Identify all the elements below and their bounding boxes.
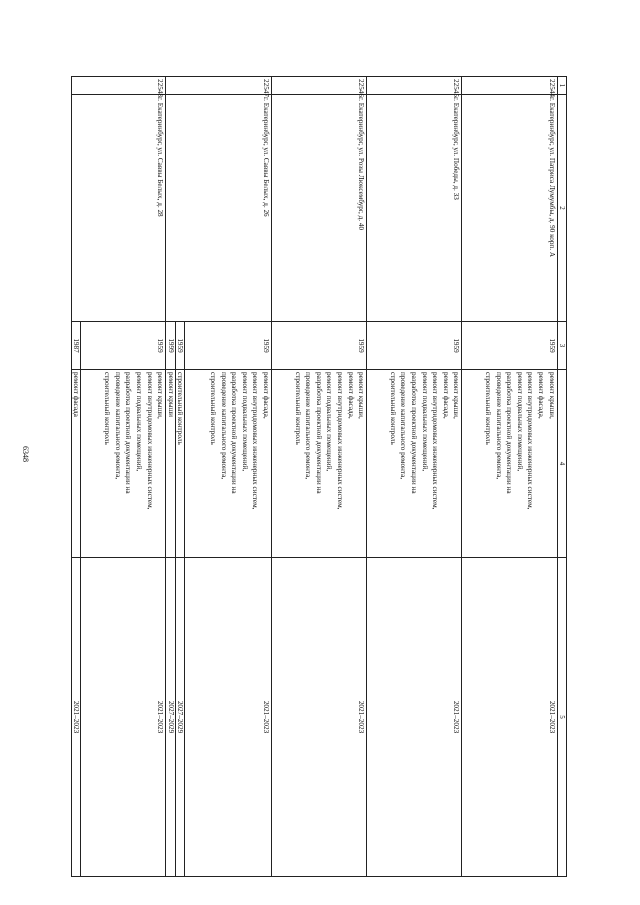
year-cell: 1987 <box>72 322 81 370</box>
table-row <box>462 77 557 877</box>
address-cell: г. Екатеринбург, ул. Победы, д. 33 <box>367 95 462 322</box>
period-cell: 2021–2023 <box>72 558 81 877</box>
works-cell: ремонт крыши, ремонт фасада, ремонт внутридомовых инженерных систем, ремонт подвальных помещений, разработка проектной документации на проведение капитального ремонта, строительный контроль <box>462 370 557 558</box>
works-cell: ремонт фасада <box>72 370 81 558</box>
row-number: 22544. <box>462 77 557 95</box>
capital-repair-table <box>71 76 567 877</box>
period-cell: 2021–2023 <box>462 558 557 877</box>
year-cell: 1959 <box>175 322 184 370</box>
works-cell: строительный контроль <box>175 370 184 558</box>
year-cell: 1959 <box>184 322 271 370</box>
column-number: 4 <box>557 370 566 558</box>
column-number-row <box>557 77 566 877</box>
table-row <box>81 77 166 877</box>
table-row <box>184 77 271 877</box>
column-number: 5 <box>557 558 566 877</box>
works-cell: ремонт крыши, ремонт внутридомовых инженерных систем, ремонт подвальных помещений, разработка проектной документации на проведение капитального ремонта, строительный контроль <box>81 370 166 558</box>
page-number: 6348 <box>21 446 30 462</box>
column-number: 1 <box>557 77 566 95</box>
address-cell: г. Екатеринбург, ул. Патриса Лумумбы, д. 90 корп. А <box>462 95 557 322</box>
year-cell: 1959 <box>81 322 166 370</box>
works-cell: ремонт крыши, ремонт фасада, ремонт внутридомовых инженерных систем, ремонт подвальных помещений, разработка проектной документации на проведение капитального ремонта, строительный контроль <box>367 370 462 558</box>
period-cell: 2021–2023 <box>81 558 166 877</box>
column-number: 3 <box>557 322 566 370</box>
works-cell: ремонт крыши <box>166 370 175 558</box>
period-cell: 2021–2023 <box>271 558 366 877</box>
column-number: 2 <box>557 95 566 322</box>
row-number: 22547. <box>166 77 272 95</box>
period-cell: 2027–2029 <box>175 558 184 877</box>
address-cell: г. Екатеринбург, ул. Саввы Белых, д. 26 <box>166 95 272 322</box>
works-cell: ремонт крыши, ремонт фасада, ремонт внутридомовых инженерных систем, ремонт подвальных помещений, разработка проектной документации на проведение капитального ремонта, строительный контроль <box>271 370 366 558</box>
works-cell: ремонт фасада, ремонт внутридомовых инженерных систем, ремонт подвальных помещений, разработка проектной документации на проведение капитального ремонта, строительный контроль <box>184 370 271 558</box>
table-row <box>367 77 462 877</box>
address-cell: г. Екатеринбург, ул. Розы Люксембург, д. 40 <box>271 95 366 322</box>
year-cell: 1959 <box>367 322 462 370</box>
year-cell: 1999 <box>166 322 175 370</box>
row-number: 22548. <box>72 77 166 95</box>
year-cell: 1959 <box>271 322 366 370</box>
row-number: 22545. <box>367 77 462 95</box>
table-row <box>271 77 366 877</box>
period-cell: 2027–2029 <box>166 558 175 877</box>
row-number: 22546. <box>271 77 366 95</box>
period-cell: 2021–2023 <box>367 558 462 877</box>
address-cell: г. Екатеринбург, ул. Саввы Белых, д. 28 <box>72 95 166 322</box>
rotated-table-sheet <box>71 76 567 876</box>
period-cell: 2021–2023 <box>184 558 271 877</box>
year-cell: 1959 <box>462 322 557 370</box>
